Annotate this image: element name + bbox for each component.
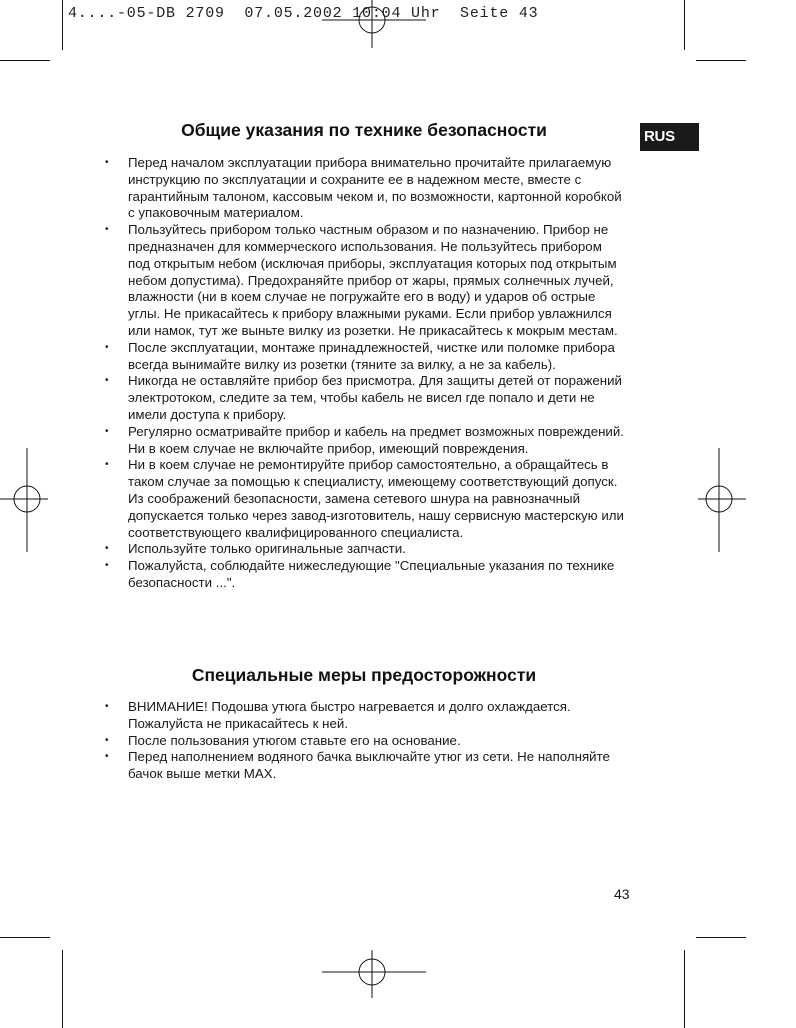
crop-mark (0, 937, 50, 938)
list-item: • Пользуйтесь прибором только частным образом и по назначению. Прибор не предназначен для коммерческого использования. Не пользуйтесь прибором под открытым небом (исключая приборы, эксплуатация которых под открытым небом допустима). Предохраняйте прибор от жары, прямых солнечных лучей, влажности (ни в коем случае не погружайте его в воду) и ударов об острые углы. Не прикасайтесь к прибору влажными руками. Если прибор увлажнился или намок, тут же выньте вилку из розетки. Не прикасайтесь к мокрым местам. (104, 222, 624, 340)
registration-mark-left (0, 448, 50, 552)
list-item: • Используйте только оригинальные запчасти. (104, 541, 624, 558)
registration-mark-top (322, 0, 426, 50)
section-title: Общие указания по технике безопасности (181, 120, 547, 140)
list-item: • После пользования утюгом ставьте его на основание. (104, 733, 624, 750)
list-item: • После эксплуатации, монтаже принадлежностей, чистке или поломке прибора всегда вынимайте вилку из розетки (тяните за вилку, а не за кабель). (104, 340, 624, 374)
page-number: 43 (614, 886, 630, 902)
print-slug-header: 4....-05-DB 2709 07.05.2002 10:04 Uhr Seite 43 (68, 5, 539, 22)
precautions-list (104, 699, 624, 783)
list-item: • Никогда не оставляйте прибор без присмотра. Для защиты детей от поражений электротоком, следите за тем, чтобы кабель не висел где попало и дети не имели доступа к прибору. (104, 373, 624, 423)
section-title: Специальные меры предосторожности (191, 665, 537, 685)
list-item: • Перед наполнением водяного бачка выключайте утюг из сети. Не наполняйте бачок выше метки MAX. (104, 749, 624, 783)
crop-mark (684, 950, 685, 1028)
crop-mark (696, 937, 746, 938)
crop-mark (0, 60, 50, 61)
crop-mark (62, 950, 63, 1028)
list-item: • Ни в коем случае не ремонтируйте прибор самостоятельно, а обращайтесь в таком случае за помощью к специалисту, имеющему соответствующий допуск. Из соображений безопасности, замена сетевого шнура на равнозначный допускается только через завод-изготовитель, нашу сервисную мастерскую или соответствующего квалифицированного специалиста. (104, 457, 624, 541)
language-tab: RUS (640, 123, 699, 151)
precautions-section (104, 665, 624, 783)
list-item: • ВНИМАНИЕ! Подошва утюга быстро нагревается и долго охлаждается. Пожалуйста не прикасайтесь к ней. (104, 699, 624, 733)
list-item: • Регулярно осматривайте прибор и кабель на предмет возможных повреждений. Ни в коем случае не включайте прибор, имеющий повреждения. (104, 424, 624, 458)
list-item: • Перед началом эксплуатации прибора внимательно прочитайте прилагаемую инструкцию по эксплуатации и сохраните ее в надежном месте, вместе с гарантийным талоном, кассовым чеком и, по возможности, картонной коробкой с упаковочным материалом. (104, 155, 624, 222)
safety-section (104, 120, 624, 592)
crop-mark (696, 60, 746, 61)
crop-mark (684, 0, 685, 50)
safety-list (104, 155, 624, 592)
registration-mark-bottom (322, 948, 426, 998)
registration-mark-right (696, 448, 746, 552)
crop-mark (62, 0, 63, 50)
list-item: • Пожалуйста, соблюдайте нижеследующие "Специальные указания по технике безопасности ...". (104, 558, 624, 592)
